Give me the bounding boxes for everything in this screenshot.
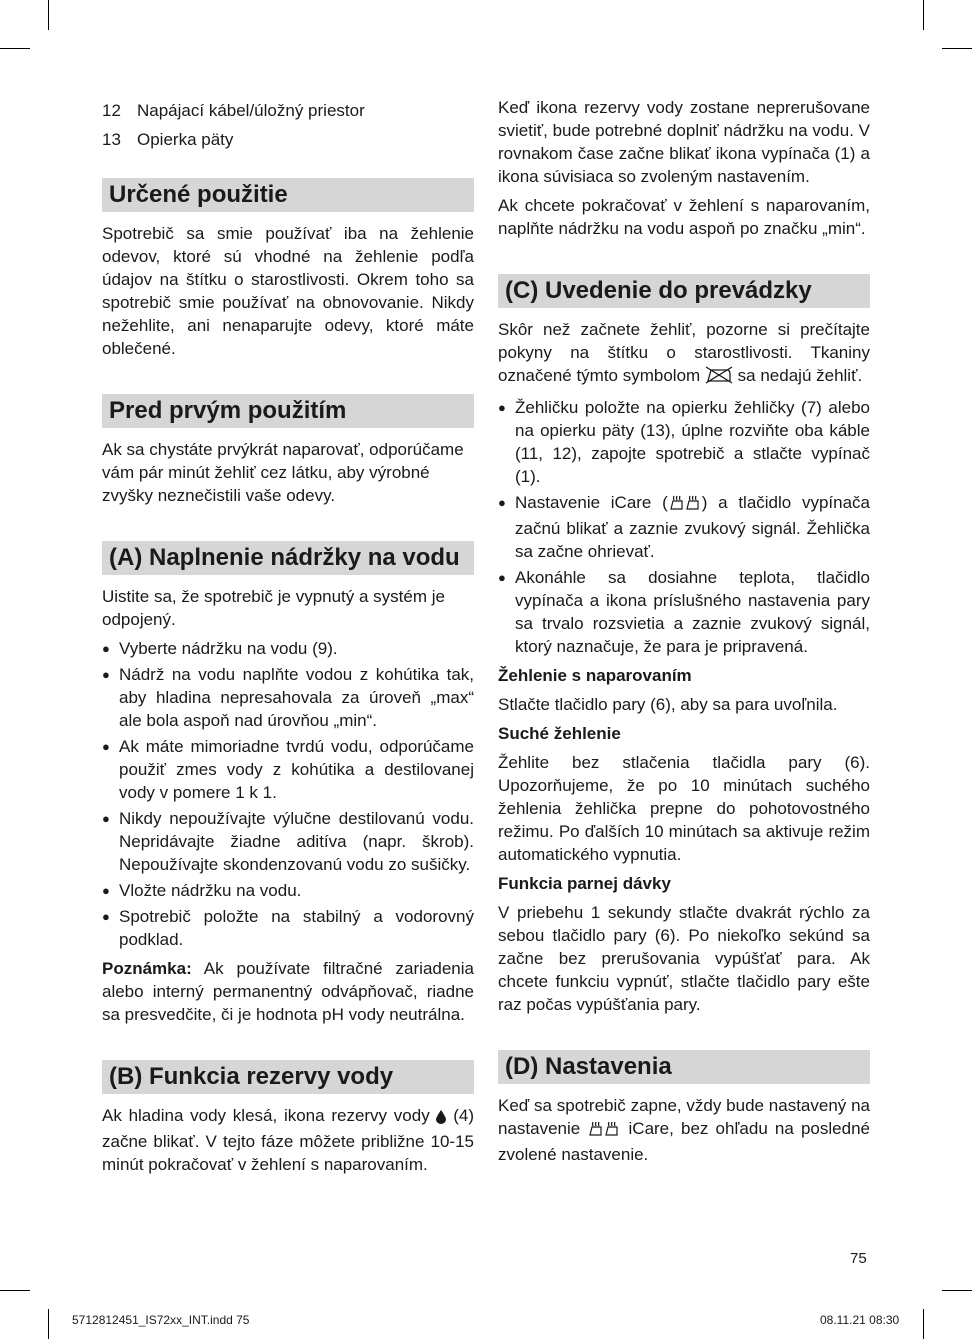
- section-c-intro-end: sa nedajú žehliť.: [737, 366, 863, 385]
- list-item: ● Nádrž na vodu naplňte vodou z kohútika tak, aby hladina nepresahovala za úroveň „max“ ale bola aspoň nad úrovňou „min“.: [102, 663, 474, 732]
- note-text: Ak používate filtračné zariadenia alebo interný permanentný odvápňovač, riadne sa presvedčite, či je hodnota pH vody neutrálna.: [102, 959, 474, 1024]
- parts-item: [102, 96, 474, 125]
- page-number: 75: [850, 1250, 867, 1267]
- list-item: ● Vyberte nádržku na vodu (9).: [102, 637, 474, 660]
- list-item: ● Vložte nádržku na vodu.: [102, 879, 474, 902]
- first-use-text: Ak sa chystáte prvýkrát naparovať, odporúčame vám pár minút žehliť cez látku, aby výrobné zvyšky neznečistili vaše odevy.: [102, 440, 464, 505]
- icare-steam-icon: [668, 494, 702, 517]
- parts-item: [102, 125, 474, 154]
- footer-file-slug: 5712812451_IS72xx_INT.indd 75: [72, 1313, 250, 1327]
- section-d-text-start: Keď sa spotrebič zapne, vždy bude nastavený na nastavenie: [498, 1096, 870, 1138]
- section-a-intro: Uistite sa, že spotrebič je vypnutý a systém je odpojený.: [102, 587, 445, 629]
- intended-use-text: Spotrebič sa smie používať iba na žehlenie odevov, ktoré sú vhodné na žehlenie podľa údajov na štítku o starostlivosti. Okrem toho sa spotrebič smie používať na obnovovanie. Nikdy nežehlite, ani nenaparujte odevy, ktoré máte oblečené.: [102, 224, 474, 358]
- steam-ironing-title: Žehlenie s naparovaním: [498, 666, 692, 685]
- no-ironing-symbol-icon: [705, 366, 733, 390]
- parts-number: 13: [102, 130, 121, 149]
- section-d-text-end: iCare, bez ohľadu na posledné zvolené nastavenie.: [498, 1119, 870, 1164]
- list-item-end: ) a tlačidlo vypínača začnú blikať a zaznie zvukový signál. Žehlička sa začne ohrievať.: [515, 493, 871, 561]
- section-c-intro: [498, 318, 870, 390]
- section-b-text-end: (4) začne blikať. V tejto fáze môžete približne 10-15 minút pokračovať v žehlení s naparovaním.: [102, 1106, 474, 1174]
- crop-mark: [48, 0, 49, 30]
- list-item: ● Akonáhle sa dosiahne teplota, tlačidlo vypínača a ikona príslušného nastavenia pary sa trvalo rozsvietia a zaznie zvukový signál, ktorý naznačuje, že para je pripravená.: [498, 566, 870, 658]
- heading-intended-use: Určené použitie: [102, 178, 474, 212]
- list-item: ● Ak máte mimoriadne tvrdú vodu, odporúčame použiť zmes vody z kohútika a destilovanej vody v pomere 1 k 1.: [102, 735, 474, 804]
- heading-first-use: Pred prvým použitím: [102, 394, 474, 428]
- parts-number: 12: [102, 101, 121, 120]
- water-drop-icon: [436, 1107, 446, 1130]
- heading-section-b: (B) Funkcia rezervy vody: [102, 1060, 474, 1094]
- list-item-start: Nastavenie iCare (: [515, 493, 668, 512]
- heading-section-d: (D) Nastavenia: [498, 1050, 870, 1084]
- crop-mark: [942, 48, 972, 49]
- dry-ironing-text: Žehlite bez stlačenia tlačidla pary (6). Upozorňujeme, že po 10 minútach suchého žehlenia žehlička prepne do pohotovostného režimu. Po ďalších 10 minútach sa aktivuje režim automatického vypnutia.: [498, 753, 870, 864]
- crop-mark: [923, 0, 924, 30]
- section-b-text: [102, 1104, 474, 1176]
- note-label: Poznámka:: [102, 959, 192, 978]
- section-a-bullets: [102, 637, 474, 951]
- heading-section-c: (C) Uvedenie do prevádzky: [498, 274, 870, 308]
- left-column: [102, 96, 474, 1182]
- heading-section-a: (A) Naplnenie nádržky na vodu: [102, 541, 474, 575]
- icare-steam-icon: [587, 1120, 621, 1143]
- crop-mark: [48, 1309, 49, 1339]
- parts-label: Opierka päty: [137, 130, 234, 149]
- section-d-text: [498, 1094, 870, 1166]
- footer-date-slug: 08.11.21 08:30: [820, 1313, 900, 1327]
- section-b-continued-1: Keď ikona rezervy vody zostane neprerušovane svietiť, bude potrebné doplniť nádržku na vodu. V rovnakom čase začne blikať ikona vypínača (1) a ikona súvisiaca so zvoleným nastavením.: [498, 98, 870, 186]
- section-a-note: [102, 957, 474, 1026]
- parts-label: Napájací kábel/úložný priestor: [137, 101, 365, 120]
- section-b-text-start: Ak hladina vody klesá, ikona rezervy vody: [102, 1106, 430, 1125]
- dry-ironing-title: Suché žehlenie: [498, 724, 621, 743]
- right-column: [498, 96, 870, 1172]
- parts-list: [102, 96, 474, 154]
- crop-mark: [923, 1309, 924, 1339]
- list-item: ● Žehličku položte na opierku žehličky (7) alebo na opierku päty (13), úplne rozviňte oba káble (11, 12), zapojte spotrebič a stlačte vypínač (1).: [498, 396, 870, 488]
- steam-burst-title: Funkcia parnej dávky: [498, 874, 671, 893]
- crop-mark: [942, 1290, 972, 1291]
- crop-mark: [0, 1290, 30, 1291]
- steam-ironing-text: Stlačte tlačidlo pary (6), aby sa para uvoľnila.: [498, 695, 838, 714]
- crop-mark: [0, 48, 30, 49]
- section-c-intro-start: Skôr než začnete žehliť, pozorne si prečítajte pokyny na štítku o starostlivosti. Tkaniny označené týmto symbolom: [498, 320, 870, 385]
- section-c-bullets: [498, 396, 870, 658]
- section-b-continued-2: Ak chcete pokračovať v žehlení s naparovaním, naplňte nádržku na vodu aspoň po značku „min“.: [498, 196, 870, 238]
- list-item: [498, 491, 870, 563]
- list-item: ● Spotrebič položte na stabilný a vodorovný podklad.: [102, 905, 474, 951]
- list-item: ● Nikdy nepoužívajte výlučne destilovanú vodu. Nepridávajte žiadne aditíva (napr. škrob). Nepoužívajte skondenzovanú vodu zo sušičky.: [102, 807, 474, 876]
- steam-burst-text: V priebehu 1 sekundy stlačte dvakrát rýchlo za sebou tlačidlo pary (6). Po niekoľko sekúnd sa začne bez prerušovania vypúšťať para. Ak chcete funkciu vypnúť, stlačte tlačidlo pary ešte raz počas vypúšťania pary.: [498, 903, 870, 1014]
